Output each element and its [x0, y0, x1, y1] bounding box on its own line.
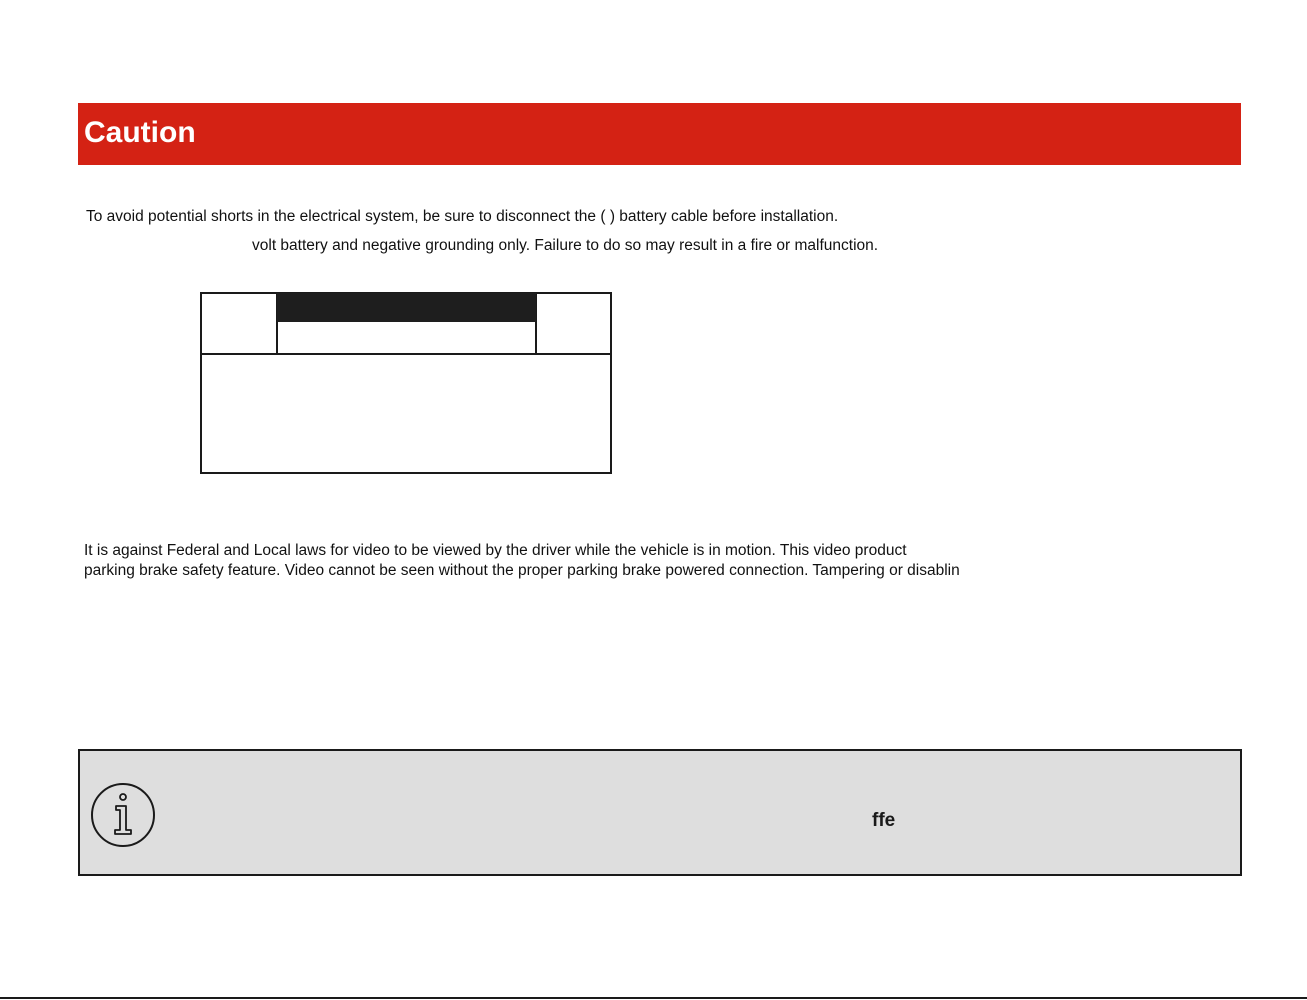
warning-label-diagram [200, 292, 612, 474]
diagram-header-bar [277, 293, 536, 322]
battery-requirement-text: volt battery and negative grounding only. Failure to do so may result in a fire or malfunction. [252, 237, 879, 254]
info-text-fragment: ffe [872, 810, 896, 831]
info-icon [90, 782, 156, 848]
video-law-text-line2: parking brake safety feature. Video cannot be seen without the proper parking brake powered connection. Tampering or disablin [84, 562, 960, 579]
bottom-rule [0, 997, 1307, 999]
page-title: Caution [84, 116, 196, 149]
caution-banner [78, 103, 1241, 165]
video-law-text-line1: It is against Federal and Local laws for video to be viewed by the driver while the vehicle is in motion. This video product [84, 542, 907, 559]
shorts-warning-text: To avoid potential shorts in the electrical system, be sure to disconnect the ( ) battery cable before installation. [86, 208, 839, 225]
info-note-box [78, 749, 1242, 876]
